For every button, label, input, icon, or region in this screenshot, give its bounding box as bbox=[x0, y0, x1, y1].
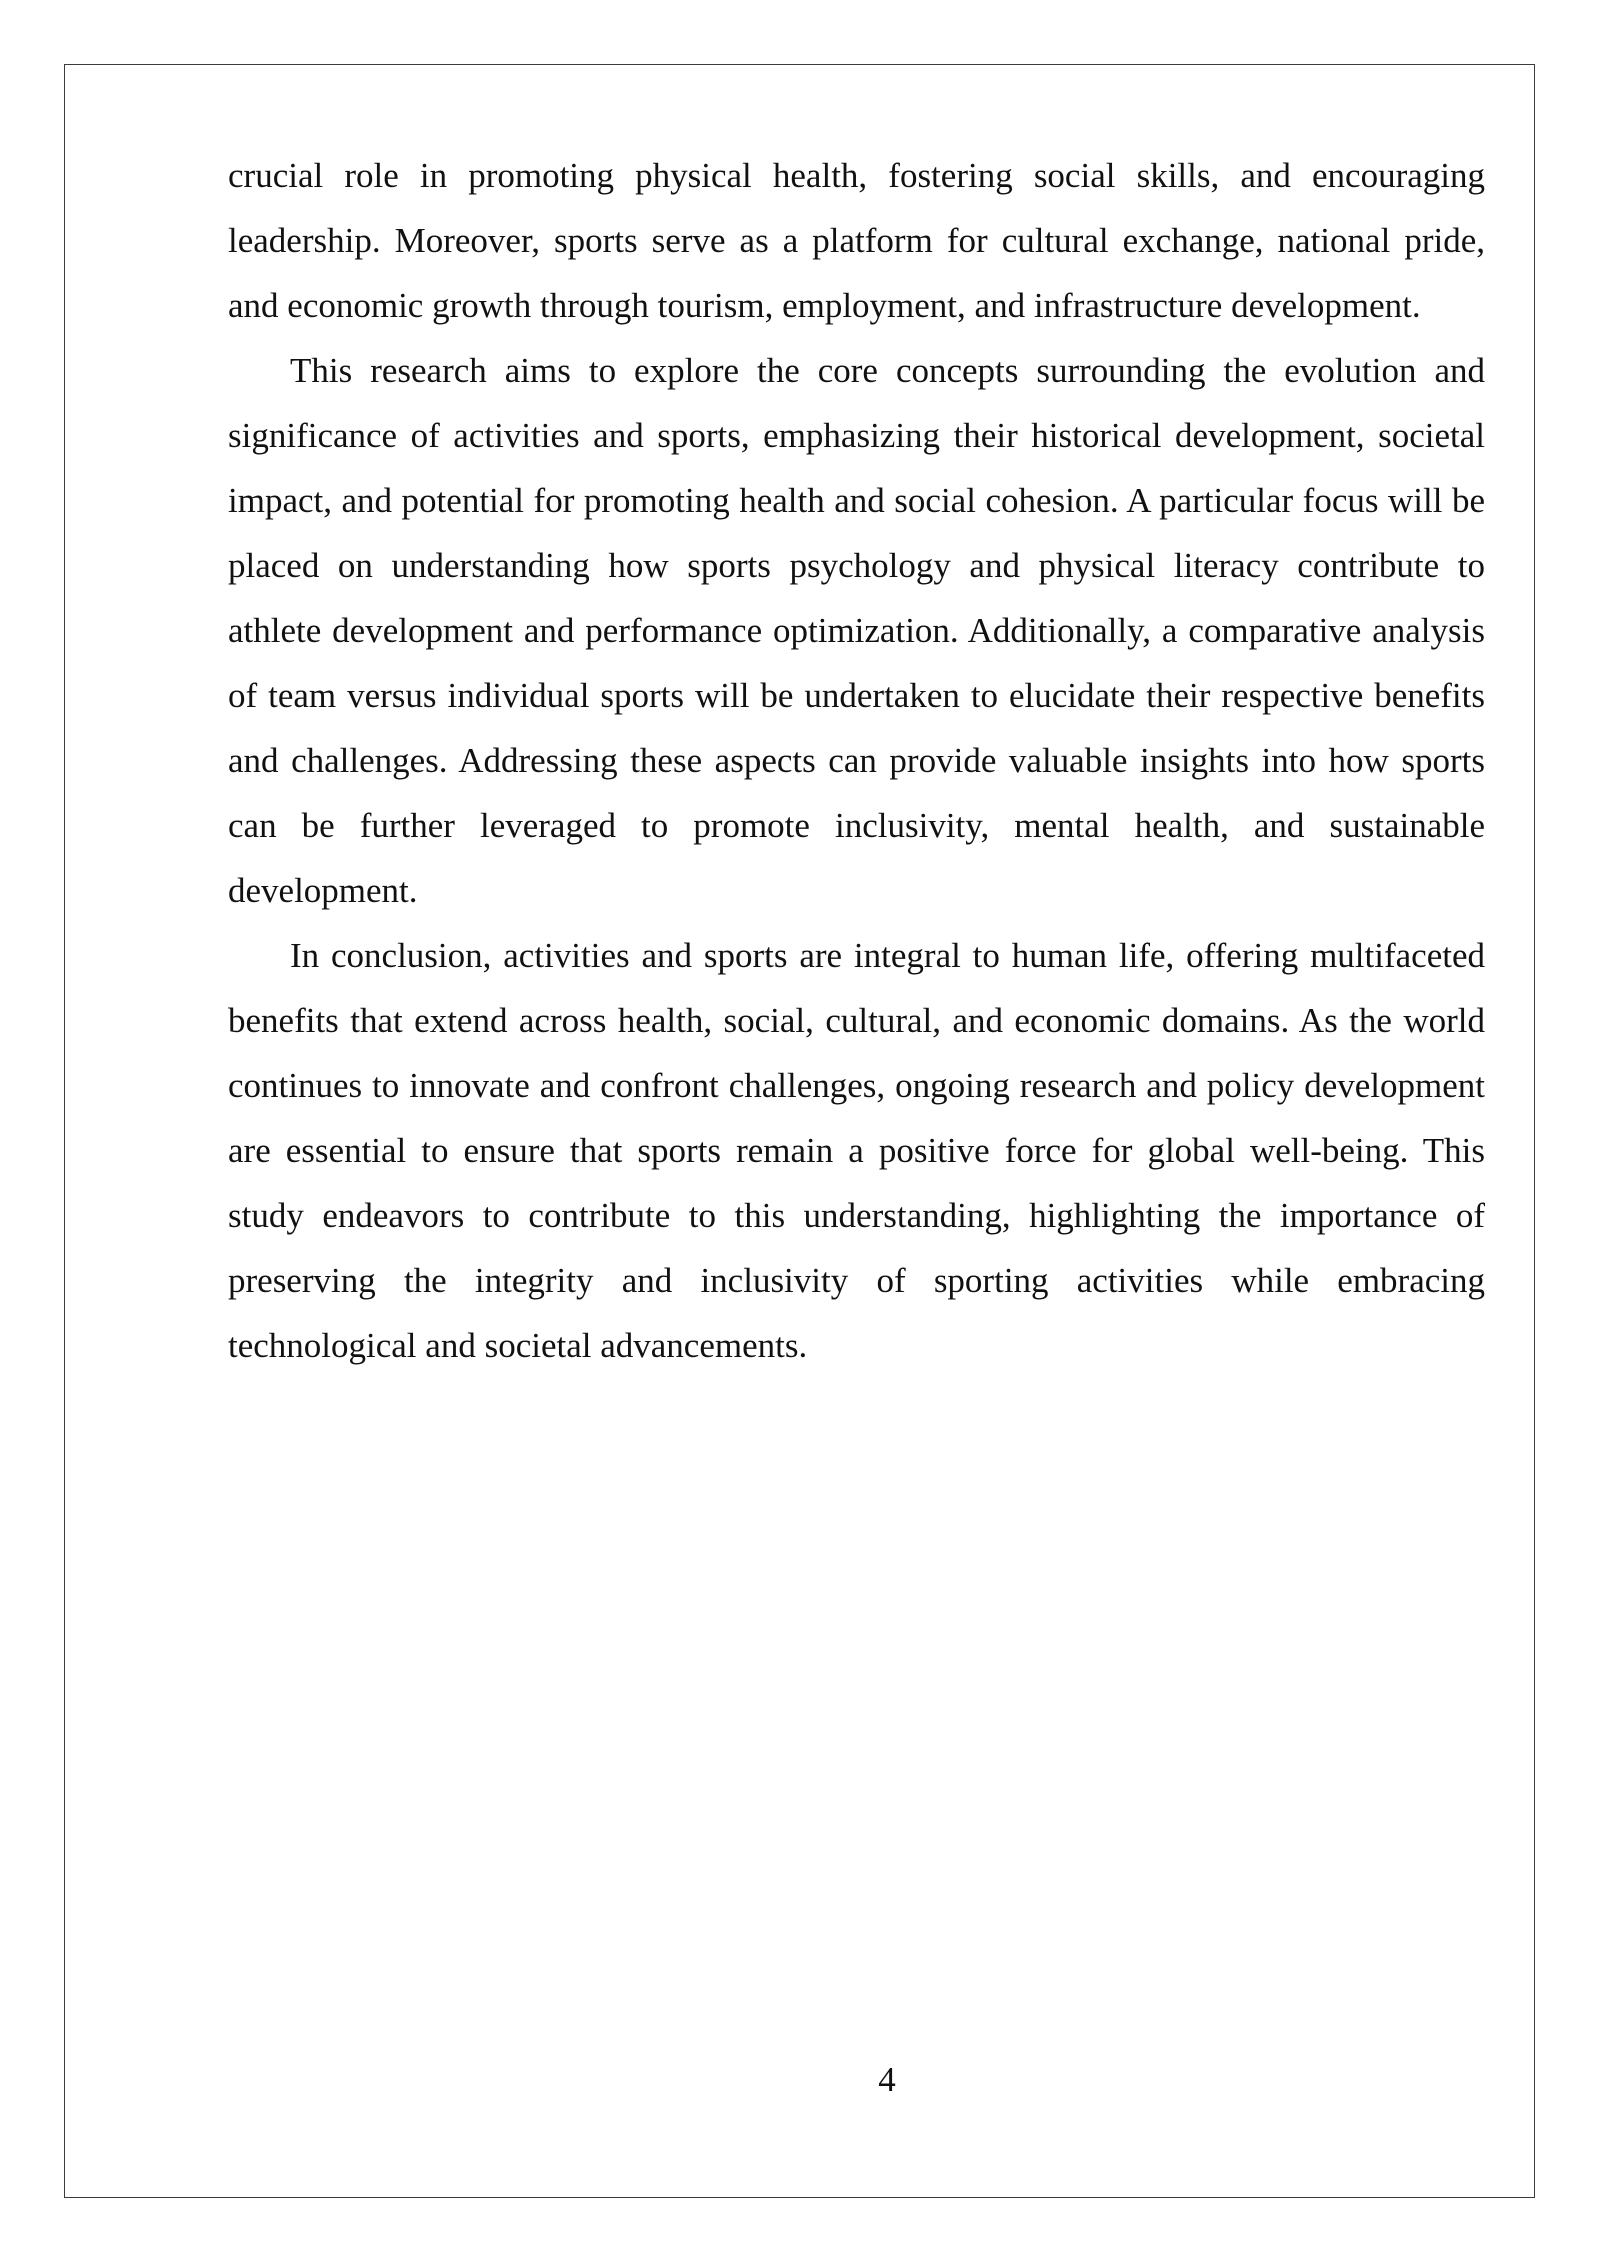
paragraph-continuation: crucial role in promoting physical health, fostering social skills, and encouraging leadership. Moreover, sports serve as a platform for cultural exchange, national pride, and economic growth through tourism, employment, and infrastructure development. bbox=[228, 156, 1485, 325]
paragraph-research-aims: This research aims to explore the core concepts surrounding the evolution and significance of activities and sports, emphasizing their historical development, societal impact, and potential for promoting health and social cohesion. A particular focus will be placed on understanding how sports psychology and physical literacy contribute to athlete development and performance optimization. Additionally, a comparative analysis of team versus individual sports will be undertaken to elucidate their respective benefits and challenges. Addressing these aspects can provide valuable insights into how sports can be further leveraged to promote inclusivity, mental health, and sustainable development. bbox=[228, 351, 1485, 910]
paragraph-conclusion: In conclusion, activities and sports are integral to human life, offering multifaceted benefits that extend across health, social, cultural, and economic domains. As the world continues to innovate and confront challenges, ongoing research and policy development are essential to ensure that sports remain a positive force for global well-being. This study endeavors to contribute to this understanding, highlighting the importance of preserving the integrity and inclusivity of sporting activities while embracing technological and societal advancements. bbox=[228, 936, 1485, 1365]
document-body bbox=[228, 143, 1485, 1378]
page-number: 4 bbox=[878, 2060, 896, 2099]
